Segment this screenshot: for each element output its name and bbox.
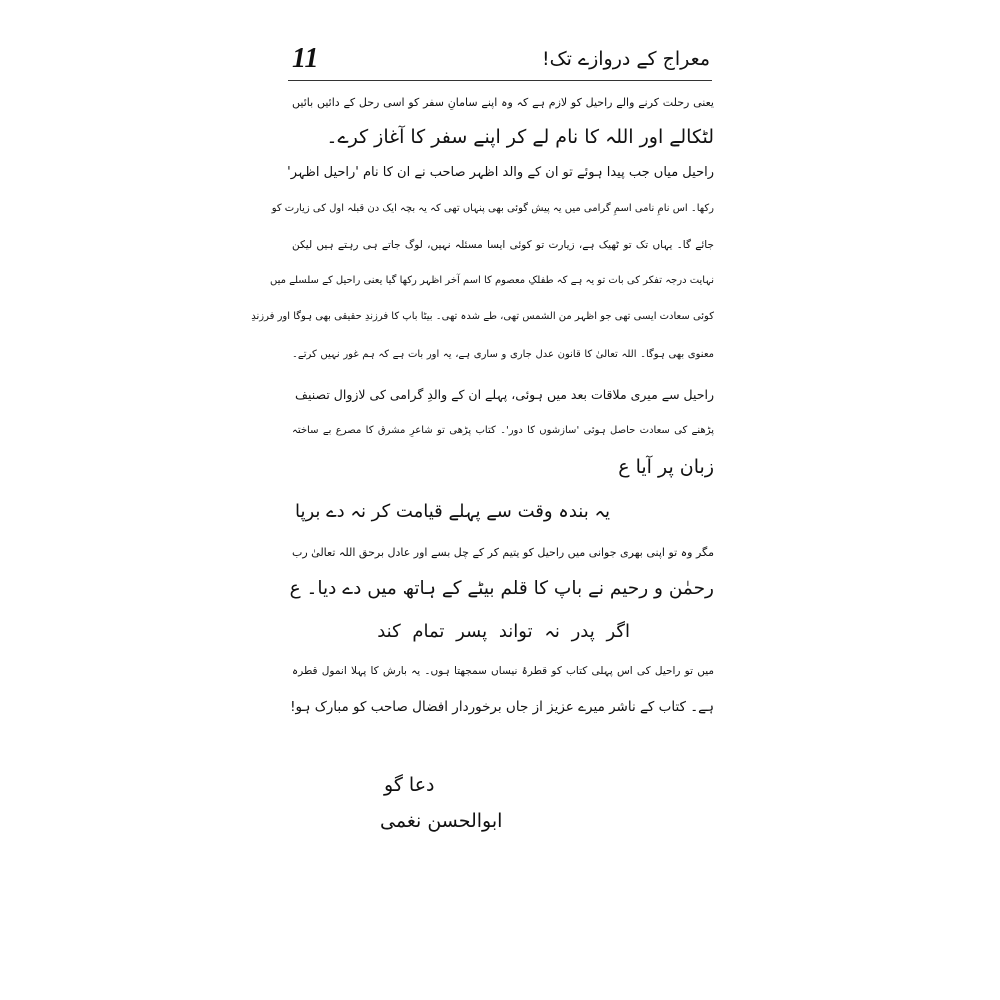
- page-header: [292, 42, 710, 76]
- body-line: راحیل سے میری ملاقات بعد میں ہوئی، پہلے ان کے والدِ گرامی کی لازوال تصنیف: [295, 387, 714, 402]
- body-line: رحمٰن و رحیم نے باپ کا قلم بیٹے کے ہاتھ میں دے دیا۔ ع: [289, 578, 714, 599]
- body-line: کوئی سعادت ایسی تھی جو اظہر من الشمس تھی، طے شدہ تھی۔ بیٹا باپ کا فرزندِ حقیقی بھی ہوگا اور فرزندِ: [251, 311, 714, 322]
- body-line: راحیل میاں جب پیدا ہوئے تو ان کے والد اظہر صاحب نے ان کا نام 'راحیل اظہر': [287, 165, 714, 180]
- body-line: ہے۔ کتاب کے ناشر میرے عزیز از جاں برخوردار افضال صاحب کو مبارک ہو!: [290, 699, 714, 715]
- body-line: زبان پر آیا ع: [618, 456, 714, 478]
- closing-salutation: دعا گو: [384, 774, 435, 796]
- verse-couplet: یہ بندہ وقت سے پہلے قیامت کر نہ دے برپا: [294, 501, 610, 522]
- body-line: نہایت درجہ تفکر کی بات تو یہ ہے کہ طفلکِ معصوم کا اسم آخر اظہر رکھا گیا یعنی راحیل کے سلسلے میں: [269, 275, 714, 286]
- body-line: لٹکالے اور اللہ کا نام لے کر اپنے سفر کا آغاز کرے۔: [326, 126, 714, 148]
- body-line: رکھا۔ اس نامِ نامی اسمِ گرامی میں یہ پیش گوئی بھی پنہاں تھی کہ یہ بچہ ایک دن قبلہ اول کی زیارت کو: [271, 203, 714, 214]
- body-line: معنوی بھی ہوگا۔ اللہ تعالیٰ کا قانون عدل جاری و ساری ہے، یہ اور بات ہے کہ ہم غور نہیں کرتے۔: [292, 349, 714, 360]
- page-number: 11: [292, 43, 319, 74]
- body-line: مگر وہ تو اپنی بھری جوانی میں راحیل کو یتیم کر کے چل بسے اور عادل برحق اللہ تعالیٰ رب: [292, 546, 714, 559]
- body-line: جائے گا۔ یہاں تک تو ٹھیک ہے، زیارت تو کوئی ایسا مسئلہ نہیں، لوگ جاتے ہی رہتے ہیں لیکن: [292, 239, 714, 251]
- body-line: یعنی رحلت کرنے والے راحیل کو لازم ہے کہ وہ اپنے سامانِ سفر کو اسی رحل کے دائیں بائیں: [292, 96, 714, 109]
- running-title: معراج کے دروازے تک!: [542, 48, 710, 70]
- header-rule: [288, 80, 712, 81]
- verse-couplet: اگر پدر نہ تواند پسر تمام کند: [377, 621, 630, 642]
- body-line: پڑھنے کی سعادت حاصل ہوئی 'سازشوں کا دور'۔ کتاب پڑھی تو شاعرِ مشرق کا مصرع بے ساختہ: [292, 425, 714, 436]
- body-line: میں تو راحیل کی اس پہلی کتاب کو قطرۂ نیساں سمجھتا ہوں۔ یہ بارش کا پہلا انمول قطرہ: [292, 665, 714, 677]
- author-signature: ابوالحسن نغمی: [380, 810, 503, 832]
